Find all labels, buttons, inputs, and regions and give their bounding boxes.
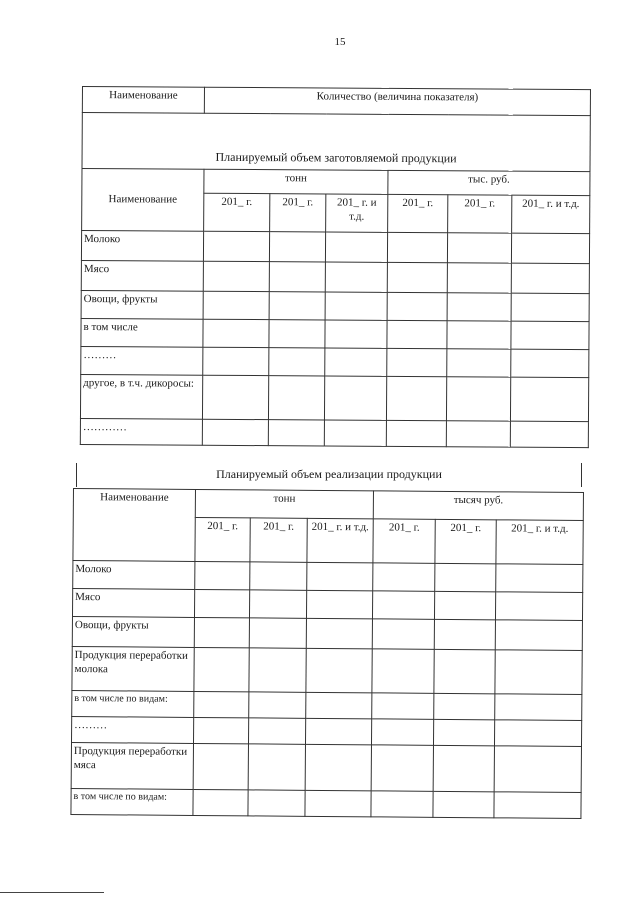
data-cell bbox=[203, 231, 269, 261]
data-cell bbox=[249, 618, 306, 648]
year-header: 201_ г. bbox=[270, 194, 326, 232]
data-cell bbox=[447, 233, 511, 263]
data-cell bbox=[435, 591, 496, 619]
data-cell bbox=[372, 693, 434, 719]
table-row bbox=[81, 231, 589, 264]
table-row bbox=[81, 290, 589, 321]
data-cell bbox=[447, 321, 511, 349]
year-header: 201_ г. и т.д. bbox=[307, 518, 373, 563]
data-cell bbox=[307, 562, 373, 591]
data-cell bbox=[511, 349, 589, 377]
group-header-tons: тонн bbox=[204, 169, 388, 194]
data-cell bbox=[386, 420, 446, 446]
data-cell bbox=[447, 349, 511, 377]
year-header: 201_ г. bbox=[195, 517, 250, 561]
data-cell bbox=[495, 650, 582, 695]
year-header: 201_ г. и т.д. bbox=[496, 520, 583, 565]
data-cell bbox=[325, 232, 387, 262]
row-label: в том числе по видам: bbox=[72, 690, 194, 717]
year-header: 201_ г. и т.д. bbox=[326, 194, 388, 232]
data-cell bbox=[195, 561, 250, 589]
data-cell bbox=[203, 291, 269, 319]
data-cell bbox=[447, 263, 511, 293]
data-cell bbox=[372, 649, 434, 693]
data-cell bbox=[325, 262, 387, 292]
year-header: 201_ г. bbox=[448, 195, 512, 233]
data-cell bbox=[371, 745, 433, 791]
row-label: Молоко bbox=[81, 231, 203, 262]
data-cell bbox=[306, 648, 372, 693]
data-cell bbox=[203, 347, 269, 375]
data-cell bbox=[325, 320, 387, 348]
year-header: 201_ г. bbox=[204, 193, 270, 231]
data-cell bbox=[511, 293, 589, 321]
table-row bbox=[81, 318, 589, 349]
sales-table bbox=[70, 488, 584, 819]
row-label: Овощи, фрукты bbox=[72, 616, 194, 647]
data-cell bbox=[433, 745, 494, 791]
data-cell bbox=[510, 421, 588, 447]
data-cell bbox=[193, 789, 248, 815]
data-cell bbox=[494, 746, 581, 793]
year-header: 201_ г. bbox=[388, 194, 448, 232]
section-title-sales: Планируемый объем реализации продукции bbox=[76, 463, 582, 487]
row-label: ……… bbox=[72, 716, 194, 743]
data-cell bbox=[511, 321, 589, 349]
data-cell bbox=[510, 377, 588, 421]
table-row bbox=[80, 374, 588, 421]
data-cell bbox=[203, 261, 269, 291]
header-name-cell: Наименование bbox=[82, 87, 204, 114]
table-row bbox=[72, 589, 582, 621]
footnote-divider bbox=[0, 892, 104, 893]
page-number: 15 bbox=[334, 36, 346, 48]
data-cell bbox=[373, 591, 435, 619]
data-cell bbox=[305, 718, 371, 745]
data-cell bbox=[371, 791, 433, 817]
section-title-procurement: Планируемый объем заготовляемой продукции bbox=[82, 113, 590, 172]
group-header-thousand-rub: тысяч руб. bbox=[373, 491, 583, 521]
table-row bbox=[80, 418, 588, 447]
data-cell bbox=[202, 375, 268, 419]
data-cell bbox=[250, 562, 307, 590]
data-cell bbox=[324, 420, 386, 446]
data-cell bbox=[495, 620, 582, 651]
table-row bbox=[72, 646, 582, 694]
data-cell bbox=[249, 590, 306, 618]
data-cell bbox=[305, 790, 371, 817]
row-label: ……… bbox=[81, 346, 203, 375]
row-label: Овощи, фрукты bbox=[81, 290, 203, 319]
data-cell bbox=[495, 720, 582, 747]
table-row bbox=[81, 260, 589, 293]
group-header-thousand-rub: тыс. руб. bbox=[388, 170, 590, 195]
row-label: Продукция переработки молока bbox=[72, 646, 194, 691]
data-cell bbox=[434, 693, 495, 719]
data-cell bbox=[269, 262, 325, 292]
group-header-tons: тонн bbox=[195, 489, 373, 518]
row-label: Мясо bbox=[72, 589, 194, 618]
data-cell bbox=[511, 233, 589, 263]
data-cell bbox=[387, 292, 447, 320]
table-row bbox=[72, 616, 582, 650]
header-quantity-cell: Количество (величина показателя) bbox=[204, 87, 590, 115]
row-label: в том числе по видам: bbox=[71, 788, 193, 815]
data-cell bbox=[306, 590, 372, 619]
row-label: ………… bbox=[80, 418, 202, 445]
table-row bbox=[71, 742, 581, 792]
data-cell bbox=[496, 592, 583, 621]
data-cell bbox=[203, 319, 269, 347]
data-cell bbox=[306, 618, 372, 649]
data-cell bbox=[387, 262, 447, 292]
data-cell bbox=[495, 694, 582, 721]
data-cell bbox=[269, 348, 325, 376]
data-cell bbox=[268, 420, 324, 446]
row-label: Продукция переработки мяса bbox=[71, 742, 193, 789]
row-label: Мясо bbox=[81, 260, 203, 291]
data-cell bbox=[249, 648, 306, 692]
data-cell bbox=[496, 564, 583, 593]
data-cell bbox=[387, 232, 447, 262]
data-cell bbox=[494, 792, 581, 819]
data-cell bbox=[324, 376, 386, 420]
data-cell bbox=[511, 263, 589, 293]
data-cell bbox=[372, 719, 434, 745]
data-cell bbox=[305, 744, 371, 791]
data-cell bbox=[193, 743, 248, 789]
table-row bbox=[72, 690, 582, 720]
data-cell bbox=[306, 692, 372, 719]
data-cell bbox=[202, 419, 268, 445]
data-cell bbox=[249, 692, 306, 718]
data-cell bbox=[193, 717, 248, 743]
data-cell bbox=[387, 320, 447, 348]
data-cell bbox=[387, 348, 447, 376]
row-label: в том числе bbox=[81, 318, 203, 347]
data-cell bbox=[435, 563, 496, 591]
name-column-header: Наименование bbox=[73, 489, 196, 562]
data-cell bbox=[194, 647, 249, 691]
data-cell bbox=[268, 376, 324, 420]
data-cell bbox=[433, 791, 494, 817]
procurement-table bbox=[80, 86, 591, 448]
table-row bbox=[73, 561, 583, 593]
data-cell bbox=[386, 376, 446, 420]
data-cell bbox=[269, 292, 325, 320]
row-label: другое, в т.ч. дикоросы: bbox=[80, 374, 202, 419]
data-cell bbox=[447, 293, 511, 321]
data-cell bbox=[434, 619, 495, 649]
data-cell bbox=[194, 691, 249, 717]
data-cell bbox=[248, 718, 305, 744]
data-cell bbox=[325, 292, 387, 320]
data-cell bbox=[446, 421, 510, 447]
data-cell bbox=[373, 563, 435, 591]
year-header: 201_ г. и т.д. bbox=[512, 195, 590, 233]
data-cell bbox=[446, 377, 510, 421]
year-header: 201_ г. bbox=[373, 519, 435, 563]
data-cell bbox=[434, 649, 495, 693]
name-column-header: Наименование bbox=[82, 169, 204, 232]
data-cell bbox=[269, 320, 325, 348]
data-cell bbox=[325, 348, 387, 376]
data-cell bbox=[248, 744, 305, 790]
row-label: Молоко bbox=[73, 561, 195, 590]
data-cell bbox=[194, 589, 249, 617]
data-cell bbox=[434, 719, 495, 745]
year-header: 201_ г. bbox=[435, 519, 496, 563]
data-cell bbox=[248, 790, 305, 816]
data-cell bbox=[194, 617, 249, 647]
table-row bbox=[71, 788, 581, 818]
table-row bbox=[81, 346, 589, 377]
data-cell bbox=[269, 232, 325, 262]
data-cell bbox=[372, 619, 434, 649]
table-row bbox=[72, 716, 582, 746]
year-header: 201_ г. bbox=[250, 518, 307, 562]
